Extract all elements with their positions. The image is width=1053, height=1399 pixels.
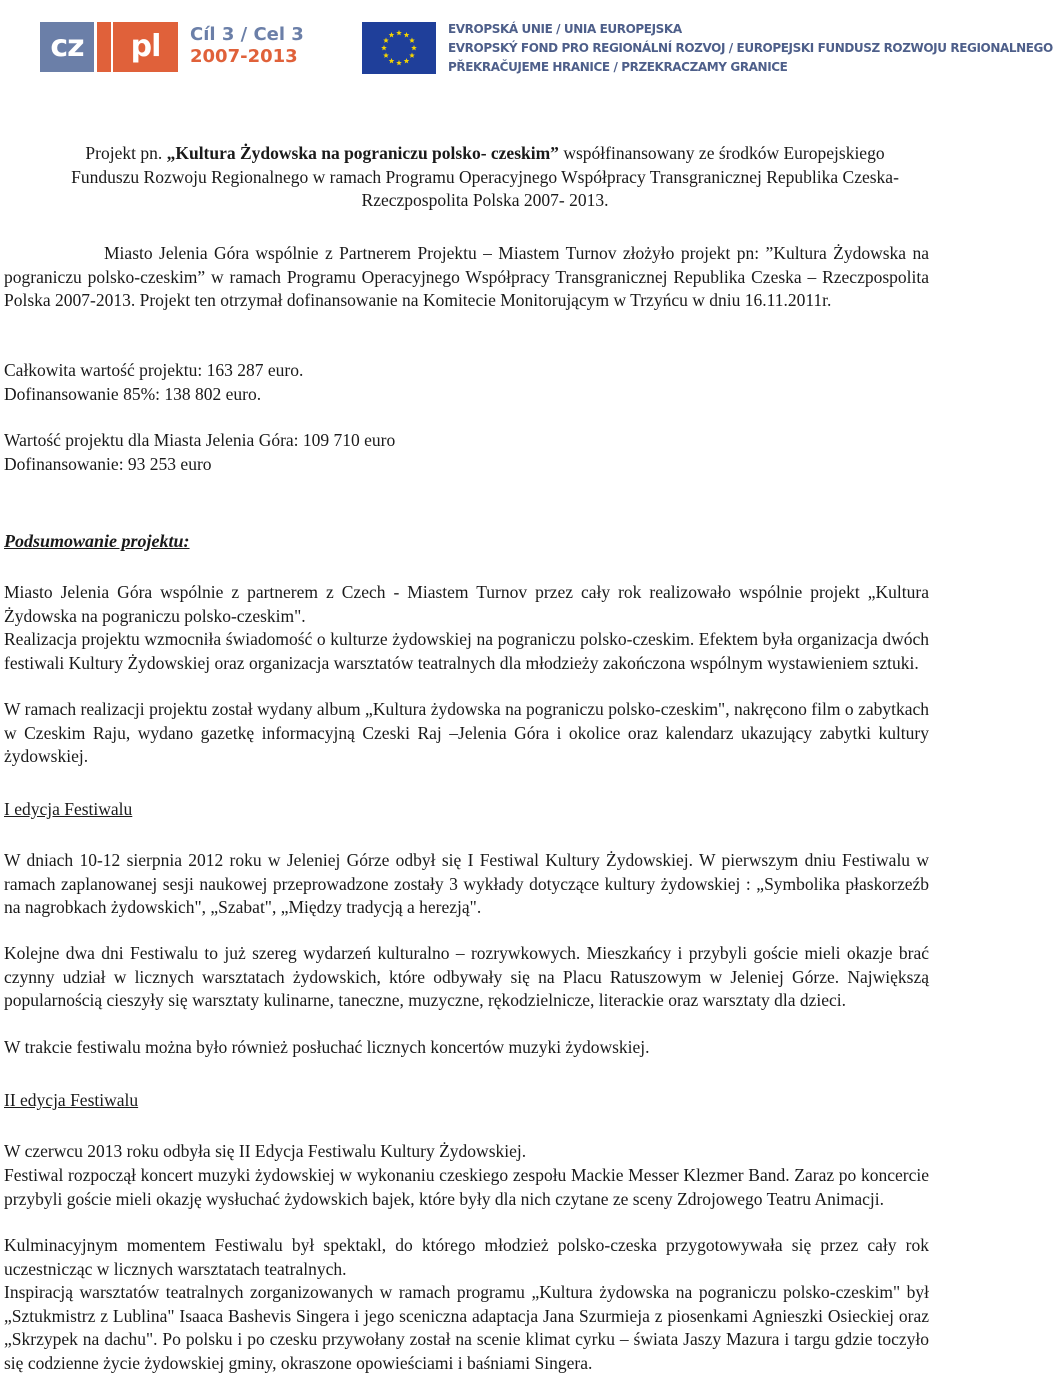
page-header (0, 0, 1053, 95)
eu-flag-icon (362, 22, 436, 74)
city-project-value: Wartość projektu dla Miasta Jelenia Góra: 109 710 euro (4, 430, 396, 450)
summary-paragraph-1: Miasto Jelenia Góra wspólnie z partnerem z Czech - Miastem Turnov przez cały rok realizowało wspólnie projekt „Kultura Żydowska na pograniczu polsko-czeskim". (4, 582, 929, 626)
goal-years: 2007-2013 (190, 46, 298, 67)
eu-line-motto: PŘEKRAČUJEME HRANICE / PRZEKRACZAMY GRANICE (448, 60, 788, 74)
eu-star (381, 45, 387, 50)
intro-prefix: Projekt pn. (85, 143, 167, 163)
eu-star (411, 45, 417, 50)
project-description: Miasto Jelenia Góra wspólnie z Partnerem Projektu – Miastem Turnov złożyło projekt pn: ”Kultura Żydowska na pograniczu polsko-czeskim” w ramach Programu Operacyjnego Współpracy Transgranicznej Republika Czeska – Rzeczpospolita Polska 2007-2013. Projekt ten otrzymał dofinansowanie na Komitecie Monitorującym w Trzyńcu w dniu 16.11.2011r. (4, 243, 929, 310)
cofinancing-value: Dofinansowanie 85%: 138 802 euro. (4, 384, 262, 404)
eu-line-fund: EVROPSKÝ FOND PRO REGIONÁLNÍ ROZVOJ / EUROPEJSKI FUNDUSZ ROZWOJU REGIONALNEGO (448, 41, 1053, 55)
project-title: „Kultura Żydowska na pograniczu polsko- czeskim” (166, 143, 559, 163)
eu-star (383, 38, 389, 43)
festival-1-heading: I edycja Festiwalu (4, 799, 133, 819)
eu-star (389, 32, 395, 37)
festival-2-paragraph-2: Festiwal rozpoczął koncert muzyki żydowskiej w wykonaniu czeskiego zespołu Mackie Messer Klezmer Band. Zaraz po koncercie przybyli goście mieli okazję wysłuchać żydowskich bajek, które były dla nich czytane ze sceny Zdrojowego Teatru Animacji. (4, 1165, 929, 1209)
festival-2-paragraph-3: Kulminacyjnym momentem Festiwalu był spektakl, do którego młodzież polsko-czeska przygotowywała się przez cały rok uczestnicząc w licznych warsztatach teatralnych. (4, 1235, 929, 1279)
summary-heading: Podsumowanie projektu: (4, 531, 190, 551)
eu-funding-text (448, 20, 1053, 77)
eu-star (409, 53, 415, 58)
total-value: Całkowita wartość projektu: 163 287 euro. (4, 360, 304, 380)
eu-star (389, 58, 395, 63)
festival-2-paragraph-1: W czerwcu 2013 roku odbyła się II Edycja Festiwalu Kultury Żydowskiej. (4, 1141, 527, 1161)
eu-line-union: EVROPSKÁ UNIE / UNIA EUROPEJSKA (448, 22, 682, 36)
eu-star (404, 58, 410, 63)
festival-2-heading: II edycja Festiwalu (4, 1090, 139, 1110)
cz-logo: cz (40, 22, 94, 72)
goal-title: Cíl 3 / Cel 3 (190, 24, 304, 45)
festival-1-paragraph-2: Kolejne dwa dni Festiwalu to już szereg wydarzeń kulturalno – rozrywkowych. Mieszkańcy i przybyli goście mieli okazje brać czynny udział w licznych warsztatach żydowskich, które odbywały się na Placu Ratuszowym w Jeleniej Górze. Największą popularnością cieszyły się warsztaty kulinarne, taneczne, muzyczne, rękodzielnicze, literackie oraz warsztaty dla dzieci. (4, 943, 929, 1010)
city-cofinancing-value: Dofinansowanie: 93 253 euro (4, 454, 212, 474)
project-intro (60, 142, 910, 213)
festival-1-paragraph-1: W dniach 10-12 sierpnia 2012 roku w Jeleniej Górze odbył się I Festiwal Kultury Żydowskiej. W pierwszym dniu Festiwalu w ramach zaplanowanej sesji naukowej przeprowadzone zostały 3 wykłady dotyczące kultury żydowskiej : „Symbolika płaskorzeźb na nagrobkach żydowskich", „Szabat", „Między tradycją a herezją". (4, 850, 929, 917)
logo-divider (97, 22, 111, 72)
eu-star (396, 60, 402, 65)
eu-star (383, 53, 389, 58)
eu-star (409, 38, 415, 43)
festival-1-paragraph-3: W trakcie festiwalu można było również posłuchać licznych koncertów muzyki żydowskiej. (4, 1037, 650, 1057)
eu-star (404, 32, 410, 37)
festival-2-paragraph-4: Inspiracją warsztatów teatralnych zorganizowanych w ramach programu „Kultura żydowska na pograniczu polsko-czeskim" był „Sztukmistrz z Lublina" Isaaca Bashevis Singera i jego sceniczna adaptacja Jana Szurmieja z piosenkami Agnieszki Osieckiej oraz „Skrzypek na dachu". Po polsku i po czesku przywołany został na scenie klimat cyrku – świata Jaszy Mazura i targu gdzie toczyło się codzienne życie żydowskiej gminy, okraszone opowieściami i baśniami Singera. (4, 1282, 929, 1373)
program-goal-label (190, 24, 304, 68)
summary-paragraph-3: W ramach realizacji projektu został wydany album „Kultura żydowska na pograniczu polsko-czeskim", nakręcono film o zabytkach w Czeskim Raju, wydano gazetkę informacyjną Czeski Raj –Jelenia Góra i okolice oraz kalendarz ukazujący zabytki kultury żydowskiej. (4, 699, 929, 766)
eu-star (396, 30, 402, 35)
pl-logo: pl (113, 22, 178, 72)
intro-text: współfinansowany ze środków Europejskiego Funduszu Rozwoju Regionalnego w ramach Programu Operacyjnego Współpracy Transgranicznej Republika Czeska- Rzeczpospolita Polska 2007- 2013. (71, 143, 899, 210)
summary-paragraph-2: Realizacja projektu wzmocniła świadomość o kulturze żydowskiej na pograniczu polsko-czeskim. Efektem była organizacja dwóch festiwali Kultury Żydowskiej oraz organizacja warsztatów teatralnych dla młodzieży zakończona wspólnym wystawieniem sztuki. (4, 629, 929, 673)
